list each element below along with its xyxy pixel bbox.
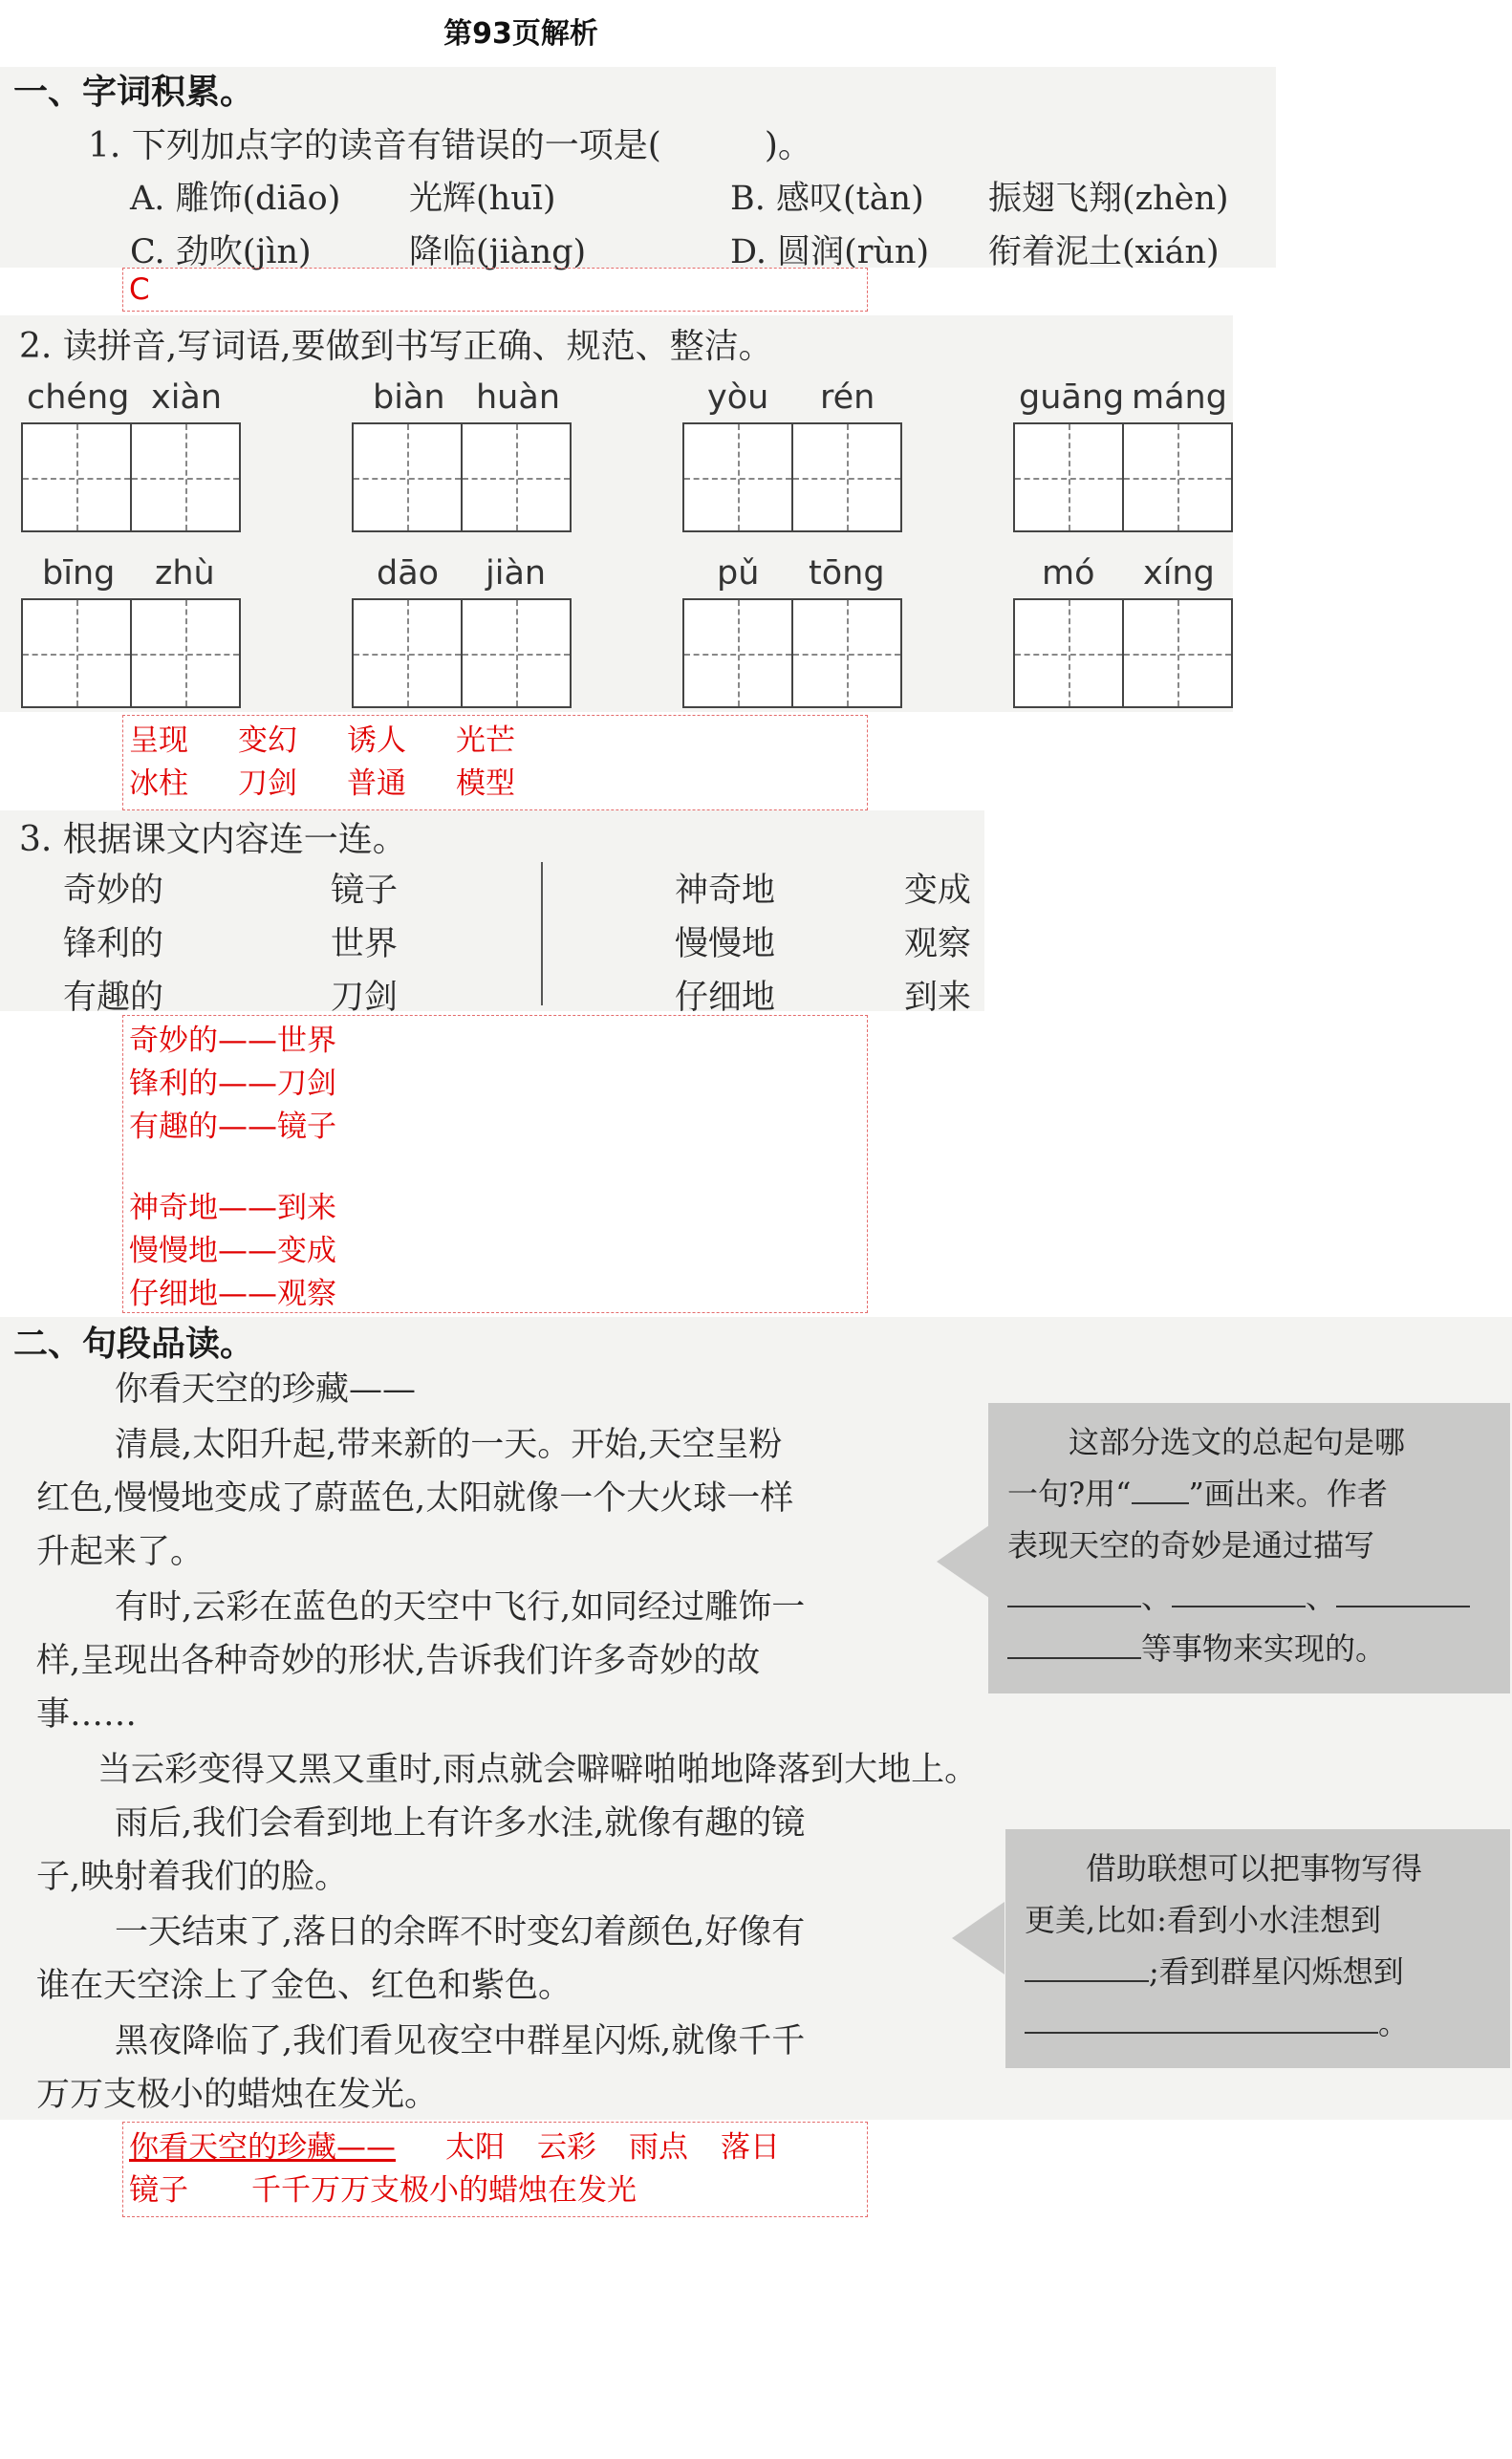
q2-answer-8: 模型 [456,766,515,801]
q1-answer-box [122,268,868,312]
reading-answer-4: 雨点 [629,2130,688,2165]
passage-line-8: 当云彩变得又黑又重时,雨点就会噼噼啪啪地降落到大地上。 [97,1751,979,1789]
q2-question: 2. 读拼音,写词语,要做到书写正确、规范、整洁。 [19,327,773,366]
q1-option-d-1: D. 圆润(rùn) [730,233,930,271]
q1-option-b-1: B. 感叹(tàn) [730,180,924,218]
callout-1-blank-2[interactable] [1172,1571,1306,1607]
passage-line-1: 你看天空的珍藏—— [115,1370,417,1409]
reading-answer-6: 镜子 [129,2173,188,2208]
writing-grid-6[interactable] [352,598,572,708]
reading-answer-box [122,2122,868,2217]
q3-question: 3. 根据课文内容连一连。 [19,820,407,859]
callout-1-line-2b: ”画出来。作者 [1188,1476,1388,1512]
match-right-b-2[interactable]: 观察 [904,925,972,963]
pinyin-2a: biàn [373,378,445,417]
passage-line-5: 有时,云彩在蓝色的天空中飞行,如同经过雕饰一 [115,1588,806,1627]
callout-2-blank-1[interactable] [1025,1946,1149,1982]
match-right-a-3[interactable]: 仔细地 [675,979,776,1017]
writing-grid-5[interactable] [21,598,241,708]
q2-answer-6: 刀剑 [238,766,297,801]
match-left-b-1[interactable]: 镜子 [331,872,399,910]
passage-line-10: 子,映射着我们的脸。 [36,1858,349,1896]
pinyin-1b: xiàn [151,378,223,417]
callout-1-sep-2: 、 [1306,1579,1337,1615]
pinyin-6b: jiàn [486,554,547,593]
q3-answer-5: 慢慢地——变成 [129,1234,336,1268]
writing-grid-8[interactable] [1013,598,1233,708]
passage-line-9: 雨后,我们会看到地上有许多水洼,就像有趣的镜 [115,1804,806,1843]
callout-1-blank-3[interactable] [1336,1571,1470,1607]
q2-answer-2: 变幻 [238,723,297,758]
writing-grid-3[interactable] [682,422,902,532]
q2-answer-5: 冰柱 [129,766,188,801]
q3-answer-1: 奇妙的——世界 [129,1024,336,1058]
match-left-b-2[interactable]: 世界 [331,925,399,963]
q2-answer-1: 呈现 [129,723,188,758]
reading-answer-5: 落日 [721,2130,780,2165]
pinyin-3b: rén [820,378,875,417]
callout-1-line-2a: 一句?用“ [1007,1476,1132,1512]
q1-option-b-2: 振翅飞翔(zhèn) [988,180,1229,218]
writing-grid-7[interactable] [682,598,902,708]
pinyin-4a: guāng [1019,378,1125,417]
callout-1-line-3: 表现天空的奇妙是通过描写 [1007,1527,1375,1564]
q1-answer: C [129,272,150,307]
callout-2-line-3: ;看到群星闪烁想到 [1149,1953,1404,1990]
match-divider [541,862,543,1005]
pinyin-8b: xíng [1143,554,1215,593]
q3-answer-3: 有趣的——镜子 [129,1110,336,1144]
match-right-a-2[interactable]: 慢慢地 [675,925,776,963]
q3-answer-2: 锋利的——刀剑 [129,1067,336,1101]
callout-2-blank-2[interactable] [1025,1997,1378,2034]
q3-answer-4: 神奇地——到来 [129,1191,336,1225]
q2-answer-4: 光芒 [456,723,515,758]
pinyin-4b: máng [1132,378,1227,417]
callout-1-blank-1[interactable] [1007,1571,1141,1607]
reading-answer-7: 千千万万支极小的蜡烛在发光 [251,2173,637,2208]
passage-line-14: 万万支极小的蜡烛在发光。 [36,2076,439,2114]
q1-option-c-1: C. 劲吹(jìn) [130,233,312,271]
callout-2-line-2: 更美,比如:看到小水洼想到 [1025,1902,1381,1938]
pinyin-5a: bīng [42,554,116,593]
callout-2-line-1: 借助联想可以把事物写得 [1086,1850,1423,1887]
writing-grid-2[interactable] [352,422,572,532]
section2-heading: 二、句段品读。 [13,1324,255,1364]
q1-question: 1. 下列加点字的读音有错误的一项是( )。 [88,126,812,165]
match-left-a-1[interactable]: 奇妙的 [63,872,164,910]
callout-1-blank-underline[interactable] [1132,1468,1189,1504]
pinyin-3a: yòu [707,378,769,417]
match-left-b-3[interactable]: 刀剑 [331,979,399,1017]
reading-answer-2: 太阳 [445,2130,505,2165]
q2-answer-box [122,715,868,810]
passage-line-11: 一天结束了,落日的余晖不时变幻着颜色,好像有 [115,1913,806,1952]
callout-2 [1005,1829,1510,2068]
match-right-b-3[interactable]: 到来 [904,979,972,1017]
callout-1-blank-4[interactable] [1007,1623,1141,1659]
q2-answer-3: 诱人 [347,723,406,758]
reading-answer-3: 云彩 [537,2130,596,2165]
callout-1-line-5: 等事物来实现的。 [1141,1630,1387,1667]
pinyin-5b: zhù [155,554,215,593]
writing-grid-1[interactable] [21,422,241,532]
match-right-b-1[interactable]: 变成 [904,872,972,910]
passage-line-6: 样,呈现出各种奇妙的形状,告诉我们许多奇妙的故 [36,1642,761,1680]
pinyin-7a: pǔ [717,554,760,593]
q1-option-c-2: 降临(jiàng) [409,233,587,271]
callout-1 [988,1403,1510,1693]
callout-1-line-1: 这部分选文的总起句是哪 [1069,1424,1406,1460]
q3-answer-6: 仔细地——观察 [129,1277,336,1311]
callout-1-pointer [937,1525,989,1598]
section1-heading: 一、字词积累。 [13,72,255,112]
page-title: 第93页解析 [443,17,598,51]
passage-line-12: 谁在天空涂上了金色、红色和紫色。 [36,1967,572,2005]
match-left-a-3[interactable]: 有趣的 [63,979,164,1017]
q1-option-a-2: 光辉(huī) [409,180,556,218]
passage-line-3: 红色,慢慢地变成了蔚蓝色,太阳就像一个大火球一样 [36,1479,794,1518]
pinyin-8a: mó [1042,554,1095,593]
q2-answer-7: 普通 [347,766,406,801]
passage-line-2: 清晨,太阳升起,带来新的一天。开始,天空呈粉 [115,1426,783,1464]
pinyin-1a: chéng [27,378,130,417]
passage-line-7: 事…… [36,1695,138,1734]
callout-1-sep-1: 、 [1141,1579,1173,1615]
match-right-a-1[interactable]: 神奇地 [675,872,776,910]
callout-2-line-4: 。 [1378,2005,1410,2041]
pinyin-6a: dāo [377,554,440,593]
callout-2-pointer [952,1902,1004,1974]
pinyin-2b: huàn [476,378,560,417]
q1-option-a-1: A. 雕饰(diāo) [130,180,341,218]
reading-answer-1: 你看天空的珍藏—— [129,2130,396,2165]
passage-line-13: 黑夜降临了,我们看见夜空中群星闪烁,就像千千 [115,2022,806,2060]
pinyin-7b: tōng [809,554,885,593]
q1-option-d-2: 衔着泥土(xián) [988,233,1220,271]
passage-line-4: 升起来了。 [36,1533,205,1571]
writing-grid-4[interactable] [1013,422,1233,532]
q3-answer-box [122,1015,868,1313]
match-left-a-2[interactable]: 锋利的 [63,925,164,963]
